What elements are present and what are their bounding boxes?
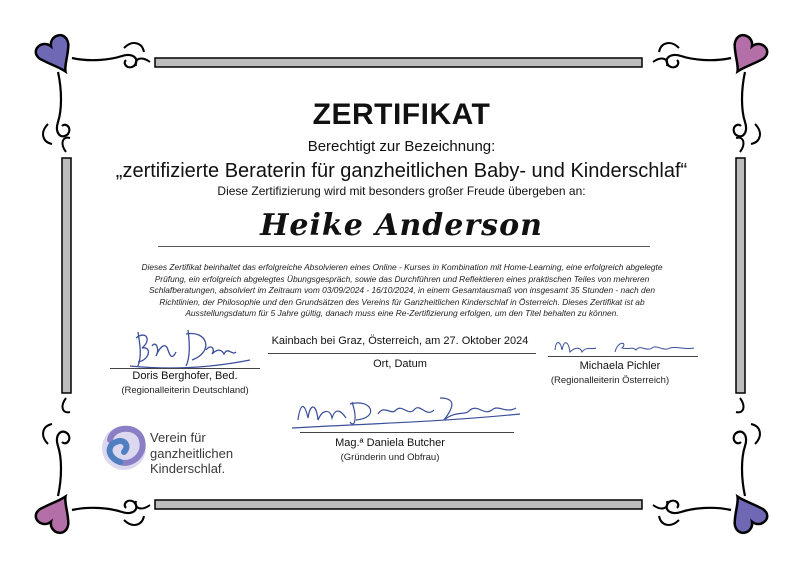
signatory-right-role: (Regionalleiterin Österreich)	[550, 375, 670, 386]
certificate-subtitle: Berechtigt zur Bezeichnung:	[307, 138, 496, 155]
signatory-center-name: Mag.ª Daniela Butcher	[335, 437, 445, 449]
logo-line-3: Kinderschlaf.	[150, 461, 226, 476]
place-date-label: Ort, Datum	[373, 358, 427, 370]
swirl-ornament-icon	[653, 501, 667, 508]
signature-right	[555, 343, 694, 353]
logo-line-2: ganzheitlichen	[150, 445, 234, 461]
signature-line-center	[300, 432, 514, 433]
signatory-center-role: (Gründerin und Obfrau)	[340, 452, 440, 463]
handover-text: Diese Zertifizierung wird mit besonders großer Freude übergeben an:	[217, 184, 586, 198]
border-bar-top	[155, 58, 642, 67]
signatory-right-name: Michaela Pichler	[579, 360, 661, 372]
heart-icon	[33, 32, 80, 80]
signature-left	[130, 330, 250, 368]
logo-line-1: Verein für	[150, 430, 206, 445]
logo-swirl-icon	[102, 426, 146, 470]
swirl-ornament-icon	[736, 398, 743, 412]
signature-line-right	[548, 356, 698, 357]
swirl-ornament-icon	[63, 398, 70, 412]
swirl-ornament-icon	[653, 59, 667, 66]
certificate-description: Dieses Zertifikat beinhaltet das erfolgreiche Absolvieren eines Online - Kurses in Kombination mit Home-Learning, eine erfolgreich abgelegte Prüfung, ein erfolgreich abgelegtes Übungsgespräch, sowie das Durchführen und Reflektieren eines praktischen Teiles von mehreren Schlafberatungen, absolviert im Zeitraum vom 03/09/2024 - 16/10/2024, in einem Gesamtausmaß von insgesamt 35 Stunden - nach den Richtlinien, der Philosophie und den Grundsätzen des Vereins für Ganzheitlichen Kinderschlaf in Österreich. Dieses Zertifikat ist ab Ausstellungsdatum für 5 Jahre gültig, danach muss eine Re-Zertifizierung erfolgen, um den Titel behalten zu können.	[141, 262, 663, 318]
logo-text	[150, 430, 233, 477]
signature-center	[292, 398, 520, 428]
recipient-underline	[158, 246, 650, 247]
signatory-left-role: (Regionalleiterin Deutschland)	[121, 385, 249, 396]
signatory-left-name: Doris Berghofer, Bed.	[132, 370, 238, 382]
border-bar-bottom	[155, 500, 642, 509]
certificate-designation: „zertifizierte Beraterin für ganzheitlichen Baby- und Kinderschlaf“	[115, 160, 688, 182]
swirl-ornament-icon	[72, 501, 136, 513]
swirl-ornament-icon	[136, 59, 150, 66]
swirl-ornament-icon	[136, 501, 150, 508]
certificate-title: ZERTIFIKAT	[312, 98, 491, 131]
swirl-ornament-icon	[72, 55, 136, 67]
swirl-ornament-icon	[667, 55, 731, 67]
corner-ornament-bottom-right	[659, 424, 770, 536]
swirl-ornament-icon	[667, 501, 731, 513]
recipient-name: Heike Anderson	[260, 208, 543, 243]
signature-line-left	[110, 368, 260, 369]
heart-icon	[723, 32, 770, 80]
heart-icon	[723, 488, 770, 536]
place-date-value: Kainbach bei Graz, Österreich, am 27. Oktober 2024	[271, 335, 529, 347]
heart-icon	[33, 488, 80, 536]
place-date-line	[268, 353, 536, 354]
